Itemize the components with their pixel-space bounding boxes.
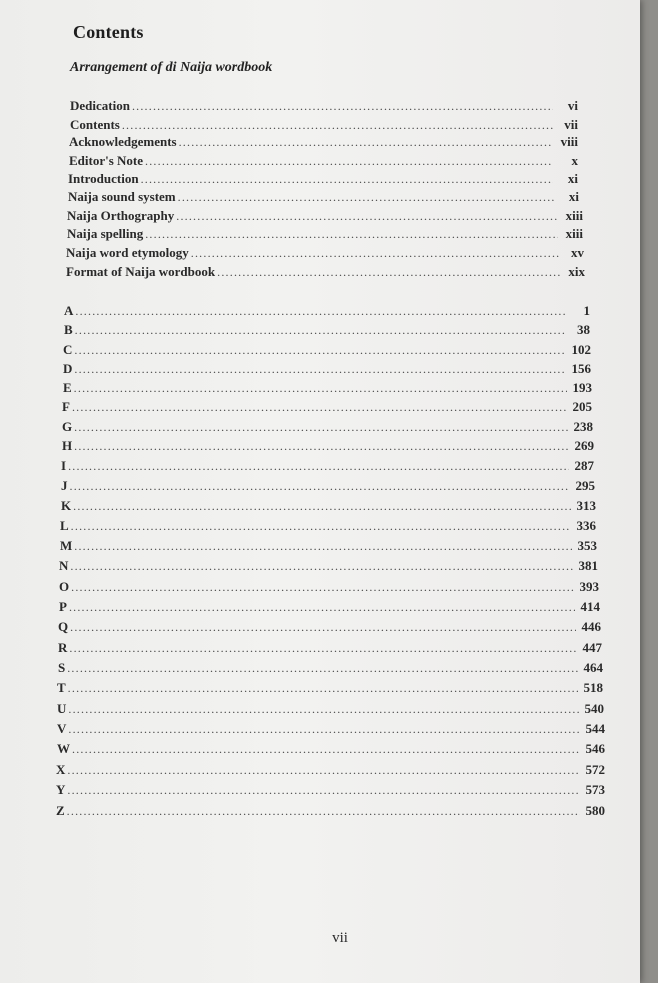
toc-entry <box>68 171 578 189</box>
dot-leader <box>74 362 566 377</box>
dot-leader <box>70 620 576 635</box>
toc-entry-page: 381 <box>578 558 598 573</box>
dot-leader <box>145 227 558 242</box>
toc-letter-entry <box>58 640 602 658</box>
toc-entry-title: T <box>57 680 66 695</box>
toc-entry-title: W <box>57 741 70 756</box>
toc-entry-page: xi <box>567 171 578 186</box>
toc-entry-title: V <box>57 721 67 736</box>
toc-letter-entry <box>63 342 591 360</box>
dot-leader <box>75 323 565 338</box>
dot-leader <box>67 763 580 778</box>
toc-entry-title: Naija word etymology <box>66 245 189 260</box>
page-title: Contents <box>73 22 144 42</box>
toc-entry-page: 464 <box>583 660 603 675</box>
toc-letter-entry <box>59 558 598 576</box>
toc-entry-title: O <box>59 579 70 594</box>
toc-entry-page: 1 <box>583 303 590 318</box>
toc-letter-entry <box>58 619 601 637</box>
dot-leader <box>70 479 571 494</box>
toc-entry-page: 313 <box>576 498 596 513</box>
toc-entry <box>67 226 583 244</box>
toc-letter-entry <box>56 762 605 780</box>
toc-entry <box>69 153 578 171</box>
dot-leader <box>122 118 553 133</box>
toc-entry-page: 353 <box>577 538 597 553</box>
toc-entry <box>66 264 585 282</box>
toc-letter-entry <box>57 680 603 698</box>
toc-letter-entry <box>63 380 592 398</box>
toc-entry-title: Dedication <box>70 98 130 113</box>
toc-entry-page: xix <box>568 264 585 279</box>
toc-entry-page: vi <box>567 98 578 113</box>
toc-entry-title: Introduction <box>68 171 139 186</box>
toc-entry-title: I <box>61 458 67 473</box>
toc-entry-title: Y <box>56 782 66 797</box>
dot-leader <box>67 661 578 676</box>
toc-entry-title: X <box>56 762 66 777</box>
toc-entry-page: 205 <box>572 399 592 414</box>
toc-letter-entry <box>58 660 603 678</box>
dot-leader <box>74 420 568 435</box>
toc-entry-title: E <box>63 380 72 395</box>
dot-leader <box>74 439 569 454</box>
dot-leader <box>68 702 579 717</box>
toc-entry-title: Contents <box>70 117 120 132</box>
toc-entry-page: xiii <box>565 208 583 223</box>
toc-entry-page: x <box>571 153 578 168</box>
toc-letter-entry <box>60 538 597 556</box>
toc-entry-title: C <box>63 342 73 357</box>
dot-leader <box>67 804 580 819</box>
dot-leader <box>74 343 566 358</box>
toc-entry-page: 447 <box>582 640 602 655</box>
dot-leader <box>74 539 572 554</box>
toc-entry-page: 102 <box>571 342 591 357</box>
toc-entry-title: Naija spelling <box>67 226 144 241</box>
toc-entry-page: 572 <box>585 762 605 777</box>
toc-entry-page: 393 <box>579 579 599 594</box>
toc-entry-page: 546 <box>585 741 605 756</box>
toc-entry-title: N <box>59 558 69 573</box>
toc-letter-entry <box>57 741 605 759</box>
dot-leader <box>69 600 575 615</box>
dot-leader <box>132 99 553 114</box>
toc-letter-entry <box>62 419 593 437</box>
dot-leader <box>68 459 569 474</box>
toc-entry-title: G <box>62 419 73 434</box>
toc-entry-title: Format of Naija wordbook <box>66 264 216 279</box>
toc-entry <box>70 117 578 135</box>
toc-entry-page: xi <box>568 189 579 204</box>
dot-leader <box>68 722 580 737</box>
toc-letter-entry <box>56 782 605 800</box>
toc-letter-entry <box>61 478 595 496</box>
toc-entry-page: 414 <box>580 599 600 614</box>
toc-entry-page: 156 <box>571 361 591 376</box>
toc-entry-page: 193 <box>572 380 592 395</box>
dot-leader <box>178 190 554 205</box>
toc-letter-entry <box>61 458 594 476</box>
toc-entry-page: 580 <box>585 803 605 818</box>
toc-letter-entry <box>64 322 590 340</box>
page-number: vii <box>332 930 348 946</box>
toc-entry-title: K <box>61 498 72 513</box>
toc-entry-page: 295 <box>575 478 595 493</box>
dot-leader <box>71 519 571 534</box>
toc-entry-title: Naija sound system <box>68 189 176 204</box>
toc-letter-entry <box>61 498 596 516</box>
toc-entry-page: 269 <box>574 438 594 453</box>
toc-entry-page: vii <box>564 117 578 132</box>
toc-letter-entry <box>62 399 592 417</box>
dot-leader <box>176 209 558 224</box>
toc-entry <box>66 245 584 263</box>
toc-entry-page: 573 <box>585 782 605 797</box>
toc-entry-title: S <box>58 660 66 675</box>
toc-entry-page: viii <box>560 134 578 149</box>
toc-entry-page: 518 <box>583 680 603 695</box>
dot-leader <box>73 499 571 514</box>
toc-letter-entry <box>62 438 594 456</box>
toc-letter-entry <box>57 721 605 739</box>
toc-entry-title: Acknowledgements <box>69 134 177 149</box>
toc-entry-title: H <box>62 438 73 453</box>
dot-leader <box>68 681 578 696</box>
toc-entry <box>70 98 578 116</box>
toc-entry-page: 336 <box>576 518 596 533</box>
toc-entry-title: J <box>61 478 68 493</box>
dot-leader <box>72 742 580 757</box>
dot-leader <box>217 265 560 280</box>
dot-leader <box>145 154 553 169</box>
toc-entry-page: 238 <box>573 419 593 434</box>
dot-leader <box>75 304 565 319</box>
toc-letter-entry <box>60 518 596 536</box>
toc-entry-title: P <box>59 599 67 614</box>
toc-entry-title: R <box>58 640 68 655</box>
toc-entry-title: Naija Orthography <box>67 208 175 223</box>
toc-letter-entry <box>59 599 600 617</box>
toc-entry-page: 287 <box>574 458 594 473</box>
toc-entry <box>67 208 583 226</box>
toc-entry-page: 446 <box>581 619 601 634</box>
dot-leader <box>141 172 553 187</box>
toc-entry-page: 38 <box>577 322 590 337</box>
dot-leader <box>191 246 559 261</box>
toc-entry-title: B <box>64 322 73 337</box>
toc-letter-entry <box>59 579 599 597</box>
toc-entry-title: F <box>62 399 70 414</box>
toc-entry-page: xv <box>571 245 584 260</box>
dot-leader <box>70 559 573 574</box>
toc-letter-entry <box>56 803 605 821</box>
toc-entry-title: Z <box>56 803 65 818</box>
toc-letter-entry <box>63 361 591 379</box>
toc-entry-title: Editor's Note <box>69 153 144 168</box>
toc-entry <box>68 189 579 207</box>
toc-entry-title: L <box>60 518 69 533</box>
toc-entry <box>69 134 578 152</box>
dot-leader <box>179 135 553 150</box>
section-subtitle: Arrangement of di Naija wordbook <box>70 60 273 75</box>
toc-letter-entry <box>64 303 590 321</box>
toc-entry-title: U <box>57 701 67 716</box>
dot-leader <box>67 783 580 798</box>
toc-entry-title: Q <box>58 619 69 634</box>
dot-leader <box>69 641 577 656</box>
toc-entry-title: M <box>60 538 73 553</box>
dot-leader <box>72 400 567 415</box>
toc-letter-entry <box>57 701 604 719</box>
dot-leader <box>74 381 567 396</box>
dot-leader <box>71 580 574 595</box>
toc-entry-page: 544 <box>585 721 605 736</box>
toc-entry-page: 540 <box>584 701 604 716</box>
toc-entry-page: xiii <box>565 226 583 241</box>
toc-entry-title: A <box>64 303 74 318</box>
toc-entry-title: D <box>63 361 73 376</box>
